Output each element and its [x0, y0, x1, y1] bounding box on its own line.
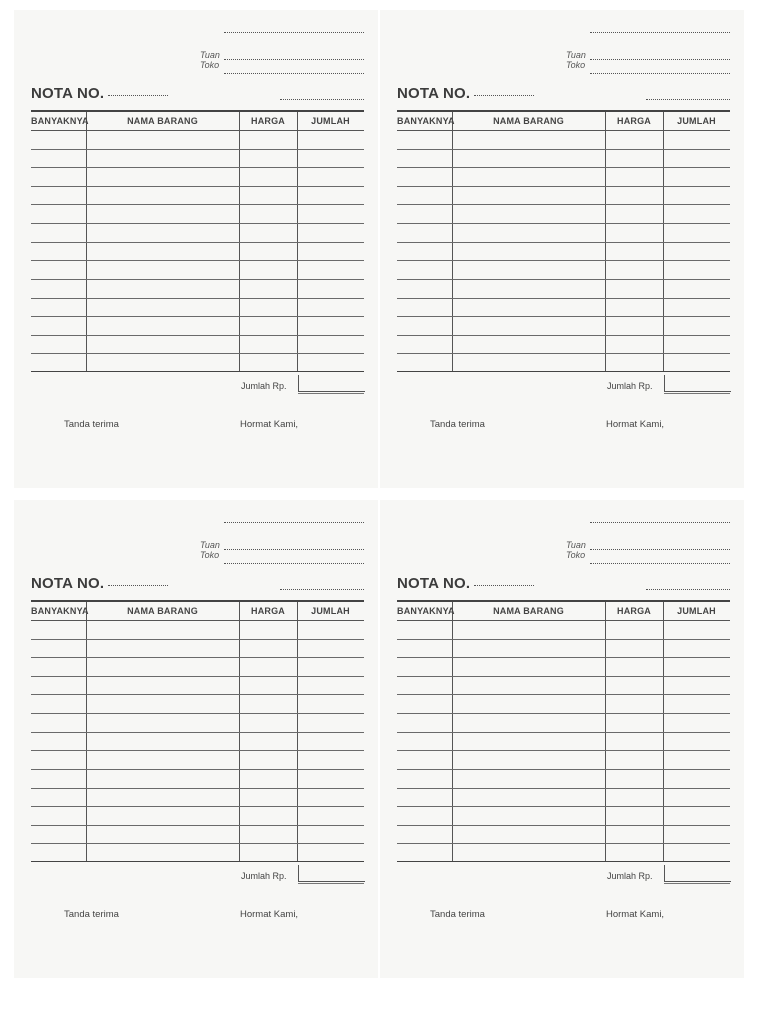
jumlah-rp-label: Jumlah Rp. [241, 381, 287, 391]
table-row[interactable] [31, 657, 364, 658]
table-row[interactable] [31, 732, 364, 733]
table-row[interactable] [31, 223, 364, 224]
items-table [31, 110, 364, 372]
toko-field[interactable] [590, 563, 730, 564]
jumlah-rp-field[interactable] [664, 865, 731, 882]
jumlah-rp-underline [298, 393, 364, 394]
table-row[interactable] [397, 676, 730, 677]
table-row[interactable] [31, 204, 364, 205]
col-banyaknya-header: BANYAKNYA [31, 116, 89, 126]
date-field[interactable] [280, 589, 364, 590]
col-banyaknya-header: BANYAKNYA [397, 606, 455, 616]
col-jumlah-header: JUMLAH [311, 116, 350, 126]
jumlah-rp-label: Jumlah Rp. [607, 381, 653, 391]
jumlah-rp-field[interactable] [298, 375, 365, 392]
table-row[interactable] [31, 316, 364, 317]
col-nama-barang-header: NAMA BARANG [127, 116, 198, 126]
col-banyaknya-header: BANYAKNYA [397, 116, 455, 126]
table-row[interactable] [31, 694, 364, 695]
tanda-terima-label: Tanda terima [64, 419, 119, 430]
nota-number-field[interactable] [108, 585, 168, 586]
col-jumlah-header: JUMLAH [311, 606, 350, 616]
header-divider [31, 130, 364, 131]
nota-label: NOTA NO. [31, 85, 105, 102]
tuan-field[interactable] [224, 59, 364, 60]
table-row[interactable] [31, 298, 364, 299]
table-row[interactable] [397, 316, 730, 317]
tuan-field[interactable] [590, 549, 730, 550]
table-row[interactable] [397, 223, 730, 224]
tanda-terima-label: Tanda terima [430, 419, 485, 430]
table-row[interactable] [397, 260, 730, 261]
nota-number-heading [31, 575, 168, 592]
table-row[interactable] [31, 335, 364, 336]
table-row[interactable] [31, 750, 364, 751]
hormat-kami-label: Hormat Kami, [606, 419, 665, 430]
header-divider [397, 620, 730, 621]
nota-label: NOTA NO. [397, 85, 471, 102]
nota-number-field[interactable] [474, 95, 534, 96]
col-jumlah-header: JUMLAH [677, 116, 716, 126]
table-row[interactable] [397, 353, 730, 354]
nota-sheet [14, 500, 378, 978]
header-line-dotted[interactable] [590, 32, 730, 33]
tuan-field[interactable] [224, 549, 364, 550]
table-row[interactable] [397, 843, 730, 844]
toko-field[interactable] [224, 563, 364, 564]
tuan-field[interactable] [590, 59, 730, 60]
nota-number-heading [397, 575, 534, 592]
table-row[interactable] [31, 843, 364, 844]
col-harga-header: HARGA [617, 606, 651, 616]
table-row[interactable] [397, 657, 730, 658]
toko-field[interactable] [590, 73, 730, 74]
items-table [31, 600, 364, 862]
tuan-label: Tuan [566, 50, 586, 60]
table-row[interactable] [397, 806, 730, 807]
nota-number-field[interactable] [474, 585, 534, 586]
items-table [397, 110, 730, 372]
table-row[interactable] [397, 186, 730, 187]
table-row[interactable] [397, 713, 730, 714]
table-row[interactable] [397, 298, 730, 299]
header-line-dotted[interactable] [224, 522, 364, 523]
nota-label: NOTA NO. [397, 575, 471, 592]
col-harga-header: HARGA [251, 606, 285, 616]
jumlah-rp-underline [664, 393, 730, 394]
toko-label: Toko [200, 550, 220, 560]
col-harga-header: HARGA [617, 116, 651, 126]
date-field[interactable] [646, 589, 730, 590]
table-row[interactable] [397, 335, 730, 336]
nota-sheet [14, 10, 378, 488]
hormat-kami-label: Hormat Kami, [606, 909, 665, 920]
table-row[interactable] [31, 676, 364, 677]
jumlah-rp-label: Jumlah Rp. [607, 871, 653, 881]
table-row[interactable] [397, 167, 730, 168]
table-row[interactable] [31, 713, 364, 714]
table-row[interactable] [397, 825, 730, 826]
jumlah-rp-label: Jumlah Rp. [241, 871, 287, 881]
nota-sheet [380, 500, 744, 978]
header-line-dotted[interactable] [590, 522, 730, 523]
tuan-label: Tuan [200, 50, 220, 60]
table-row[interactable] [397, 769, 730, 770]
header-divider [31, 620, 364, 621]
jumlah-rp-field[interactable] [298, 865, 365, 882]
table-row[interactable] [397, 788, 730, 789]
table-row[interactable] [397, 732, 730, 733]
nota-number-heading [397, 85, 534, 102]
date-field[interactable] [646, 99, 730, 100]
table-row[interactable] [31, 186, 364, 187]
toko-field[interactable] [224, 73, 364, 74]
col-banyaknya-header: BANYAKNYA [31, 606, 89, 616]
table-row[interactable] [31, 353, 364, 354]
table-row[interactable] [397, 149, 730, 150]
col-harga-header: HARGA [251, 116, 285, 126]
jumlah-rp-field[interactable] [664, 375, 731, 392]
jumlah-rp-underline [664, 883, 730, 884]
toko-label: Toko [566, 550, 586, 560]
hormat-kami-label: Hormat Kami, [240, 909, 299, 920]
date-field[interactable] [280, 99, 364, 100]
table-row[interactable] [31, 769, 364, 770]
nota-sheet [380, 10, 744, 488]
tuan-label: Tuan [566, 540, 586, 550]
nota-label: NOTA NO. [31, 575, 105, 592]
col-nama-barang-header: NAMA BARANG [127, 606, 198, 616]
toko-label: Toko [566, 60, 586, 70]
jumlah-rp-underline [298, 883, 364, 884]
table-row[interactable] [397, 279, 730, 280]
table-row[interactable] [31, 260, 364, 261]
table-row[interactable] [31, 639, 364, 640]
header-line-dotted[interactable] [224, 32, 364, 33]
tanda-terima-label: Tanda terima [430, 909, 485, 920]
table-row[interactable] [31, 279, 364, 280]
nota-number-heading [31, 85, 168, 102]
nota-number-field[interactable] [108, 95, 168, 96]
table-row[interactable] [31, 825, 364, 826]
col-nama-barang-header: NAMA BARANG [493, 116, 564, 126]
table-row[interactable] [31, 242, 364, 243]
table-row[interactable] [31, 806, 364, 807]
hormat-kami-label: Hormat Kami, [240, 419, 299, 430]
table-row[interactable] [397, 694, 730, 695]
table-row[interactable] [31, 788, 364, 789]
col-jumlah-header: JUMLAH [677, 606, 716, 616]
table-row[interactable] [31, 149, 364, 150]
table-row[interactable] [31, 167, 364, 168]
table-row[interactable] [397, 204, 730, 205]
table-row[interactable] [397, 750, 730, 751]
tuan-label: Tuan [200, 540, 220, 550]
table-row[interactable] [397, 639, 730, 640]
items-table [397, 600, 730, 862]
tanda-terima-label: Tanda terima [64, 909, 119, 920]
toko-label: Toko [200, 60, 220, 70]
col-nama-barang-header: NAMA BARANG [493, 606, 564, 616]
table-row[interactable] [397, 242, 730, 243]
header-divider [397, 130, 730, 131]
